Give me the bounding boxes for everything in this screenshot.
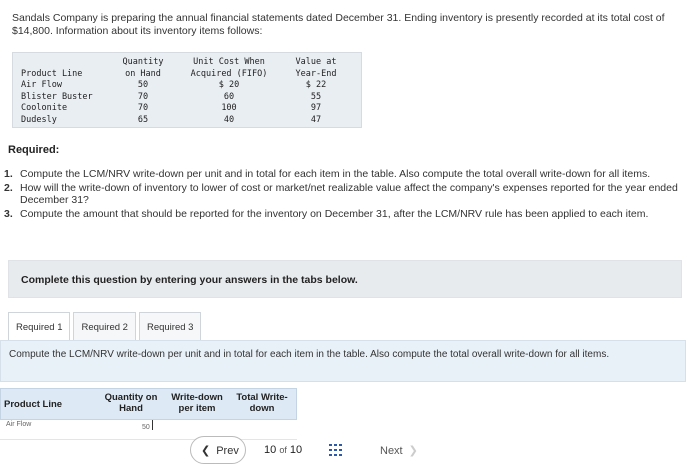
page-current: 10 — [264, 444, 277, 456]
col-header-unit-cost-l1: Unit Cost When — [193, 57, 265, 67]
item-number: 2. — [4, 182, 13, 194]
item-text: Compute the amount that should be reported for the inventory on December 31, after the LCM/NRV rule has been applied to each item. — [20, 208, 649, 220]
question-intro: Sandals Company is preparing the annual financial statements dated December 31. Ending inventory is presently recorded at its total cost of $14,800. Information about its inventory items follows: — [12, 12, 665, 37]
text-caret — [152, 420, 153, 430]
required-heading: Required: — [8, 144, 60, 156]
cell-qty: 65 — [137, 114, 149, 125]
list-item — [4, 208, 684, 220]
answer-cell-product: Air Flow — [6, 421, 32, 428]
item-number: 3. — [4, 208, 13, 220]
item-text: Compute the LCM/NRV write-down per unit and in total for each item in the table. Also compute the total overall write-down for all items. — [20, 168, 651, 180]
answer-header-product-line: Product Line — [4, 399, 63, 410]
col-header-value-l1: Value at — [295, 57, 337, 67]
col-header-unit-cost-l2: Acquired (FIFO) — [190, 68, 268, 79]
cell-qty: 50 — [137, 80, 149, 90]
cell-unit-cost: 100 — [221, 103, 237, 113]
answer-cell-qty: 50 — [142, 424, 150, 431]
instructions-banner: Complete this question by entering your answers in the tabs below. — [8, 260, 682, 298]
cell-unit-cost: 60 — [223, 91, 235, 102]
answer-header-quantity: Quantity on Hand — [104, 392, 158, 414]
question-navigation — [190, 436, 440, 464]
grid-icon[interactable] — [329, 444, 343, 456]
next-label: Next — [380, 445, 403, 457]
inventory-table — [21, 57, 347, 126]
answer-header-writedown-per-item: Write-down per item — [171, 392, 223, 414]
requirements-list — [4, 168, 684, 222]
item-text: How will the write-down of inventory to lower of cost or market/net realizable value affect the company's expenses reported for the year ended December 31? — [20, 182, 678, 206]
list-item — [4, 182, 684, 206]
inventory-info-box — [12, 52, 362, 128]
cell-qty: 70 — [137, 91, 149, 102]
next-button[interactable] — [380, 444, 418, 457]
cell-value: 55 — [310, 91, 322, 102]
prev-label: Prev — [216, 445, 239, 457]
tab-instruction: Compute the LCM/NRV write-down per unit and in total for each item in the table. Also compute the total overall write-down for all items. — [0, 340, 686, 382]
cell-qty: 70 — [137, 103, 149, 113]
answer-header-total-writedown: Total Write-down — [236, 392, 288, 414]
tab-required-1[interactable]: Required 1 — [8, 312, 70, 340]
col-header-value-year-end — [285, 57, 347, 80]
cell-product: Blister Buster — [21, 91, 93, 102]
prev-button[interactable] — [190, 436, 246, 464]
cell-product: Dudesly — [21, 114, 57, 125]
chevron-left-icon: ❮ — [201, 445, 211, 457]
list-item — [4, 168, 684, 180]
tab-bar — [8, 312, 204, 340]
page-of: of — [279, 445, 287, 455]
col-header-value-l2: Year-End — [295, 68, 337, 79]
chevron-right-icon: ❯ — [408, 445, 418, 457]
cell-unit-cost: $ 20 — [218, 80, 240, 90]
tab-required-2[interactable]: Required 2 — [73, 312, 135, 340]
cell-product: Coolonite — [21, 103, 68, 113]
tab-required-3[interactable]: Required 3 — [139, 312, 201, 340]
table-row — [21, 92, 347, 104]
col-header-product-line: Product Line — [21, 68, 83, 79]
cell-product: Air Flow — [21, 80, 62, 90]
page-total: 10 — [289, 444, 303, 456]
col-header-quantity-l1: Quantity — [122, 57, 164, 67]
cell-value: $ 22 — [305, 80, 327, 90]
cell-value: 97 — [310, 103, 322, 113]
table-row — [21, 115, 347, 127]
col-header-quantity — [113, 57, 173, 80]
page-indicator — [264, 444, 302, 456]
table-row — [21, 80, 347, 92]
item-number: 1. — [4, 168, 13, 180]
table-row — [21, 103, 347, 115]
cell-value: 47 — [310, 114, 322, 125]
col-header-unit-cost — [173, 57, 285, 80]
cell-unit-cost: 40 — [223, 114, 235, 125]
answer-table-header — [0, 388, 297, 420]
col-header-quantity-l2: on Hand — [125, 68, 161, 79]
